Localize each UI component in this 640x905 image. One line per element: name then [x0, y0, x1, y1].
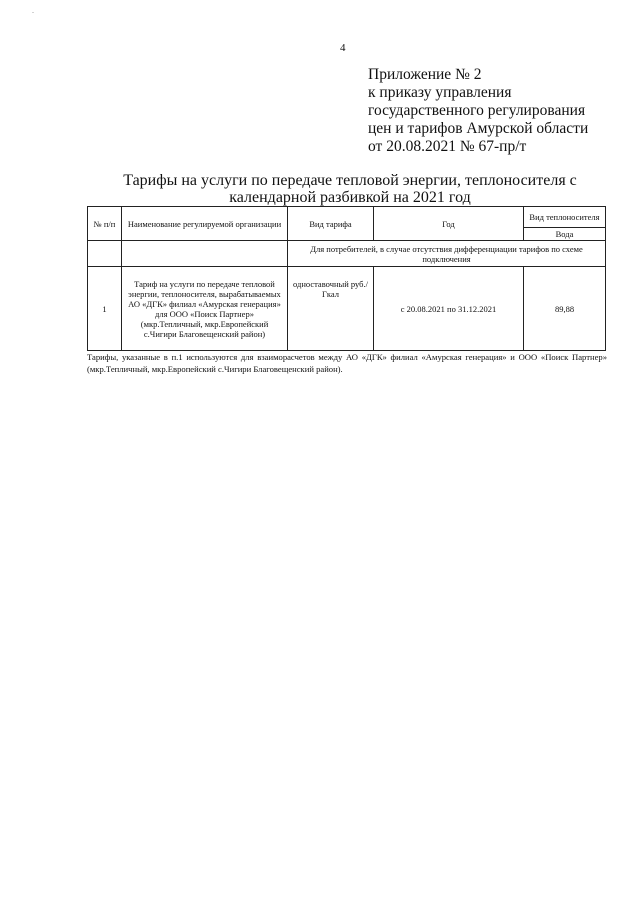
row-organization: Тариф на услуги по передаче тепловой энергии, теплоносителя, вырабатываемых АО «ДГК» филиал «Амурская генерация» для ООО «Поиск Партнер» (мкр.Тепличный, мкр.Европейский с.Чигири Благовещенский район) [122, 267, 288, 351]
appendix-header [368, 66, 588, 156]
group-empty-cell [122, 241, 288, 267]
page-number: 4 [340, 42, 346, 54]
document-title [120, 172, 580, 206]
row-tariff-type: одноставочный руб./Гкал [288, 267, 374, 351]
row-period: с 20.08.2021 по 31.12.2021 [374, 267, 524, 351]
header-num: № п/п [88, 207, 122, 241]
header-tariff-type: Вид тарифа [288, 207, 374, 241]
header-year: Год [374, 207, 524, 241]
table-row [88, 267, 606, 351]
appendix-line: от 20.08.2021 № 67-пр/т [368, 138, 527, 155]
footnote: Тарифы, указанные в п.1 используются для взаиморасчетов между АО «ДГК» филиал «Амурская генерация» и ООО «Поиск Партнер» (мкр.Тепличный, мкр.Европейский с.Чигири Благовещенский район). [87, 352, 607, 374]
group-row-label: Для потребителей, в случае отсутствия дифференциации тарифов по схеме подключения [288, 241, 606, 267]
appendix-line: к приказу управления [368, 84, 512, 101]
group-empty-cell [88, 241, 122, 267]
row-value: 89,88 [524, 267, 606, 351]
appendix-line: Приложение № 2 [368, 66, 482, 83]
tariff-table [87, 206, 606, 351]
row-num: 1 [88, 267, 122, 351]
title-line-1: Тарифы на услуги по передаче тепловой энергии, теплоносителя с [123, 172, 577, 189]
header-coolant-type: Вид теплоносителя [524, 207, 606, 228]
title-line-2: календарной разбивкой на 2021 год [229, 189, 471, 206]
header-organization: Наименование регулируемой организации [122, 207, 288, 241]
appendix-line: государственного регулирования [368, 102, 586, 119]
corner-mark: - [32, 10, 34, 16]
appendix-line: цен и тарифов Амурской области [368, 120, 589, 137]
header-water: Вода [524, 228, 606, 241]
